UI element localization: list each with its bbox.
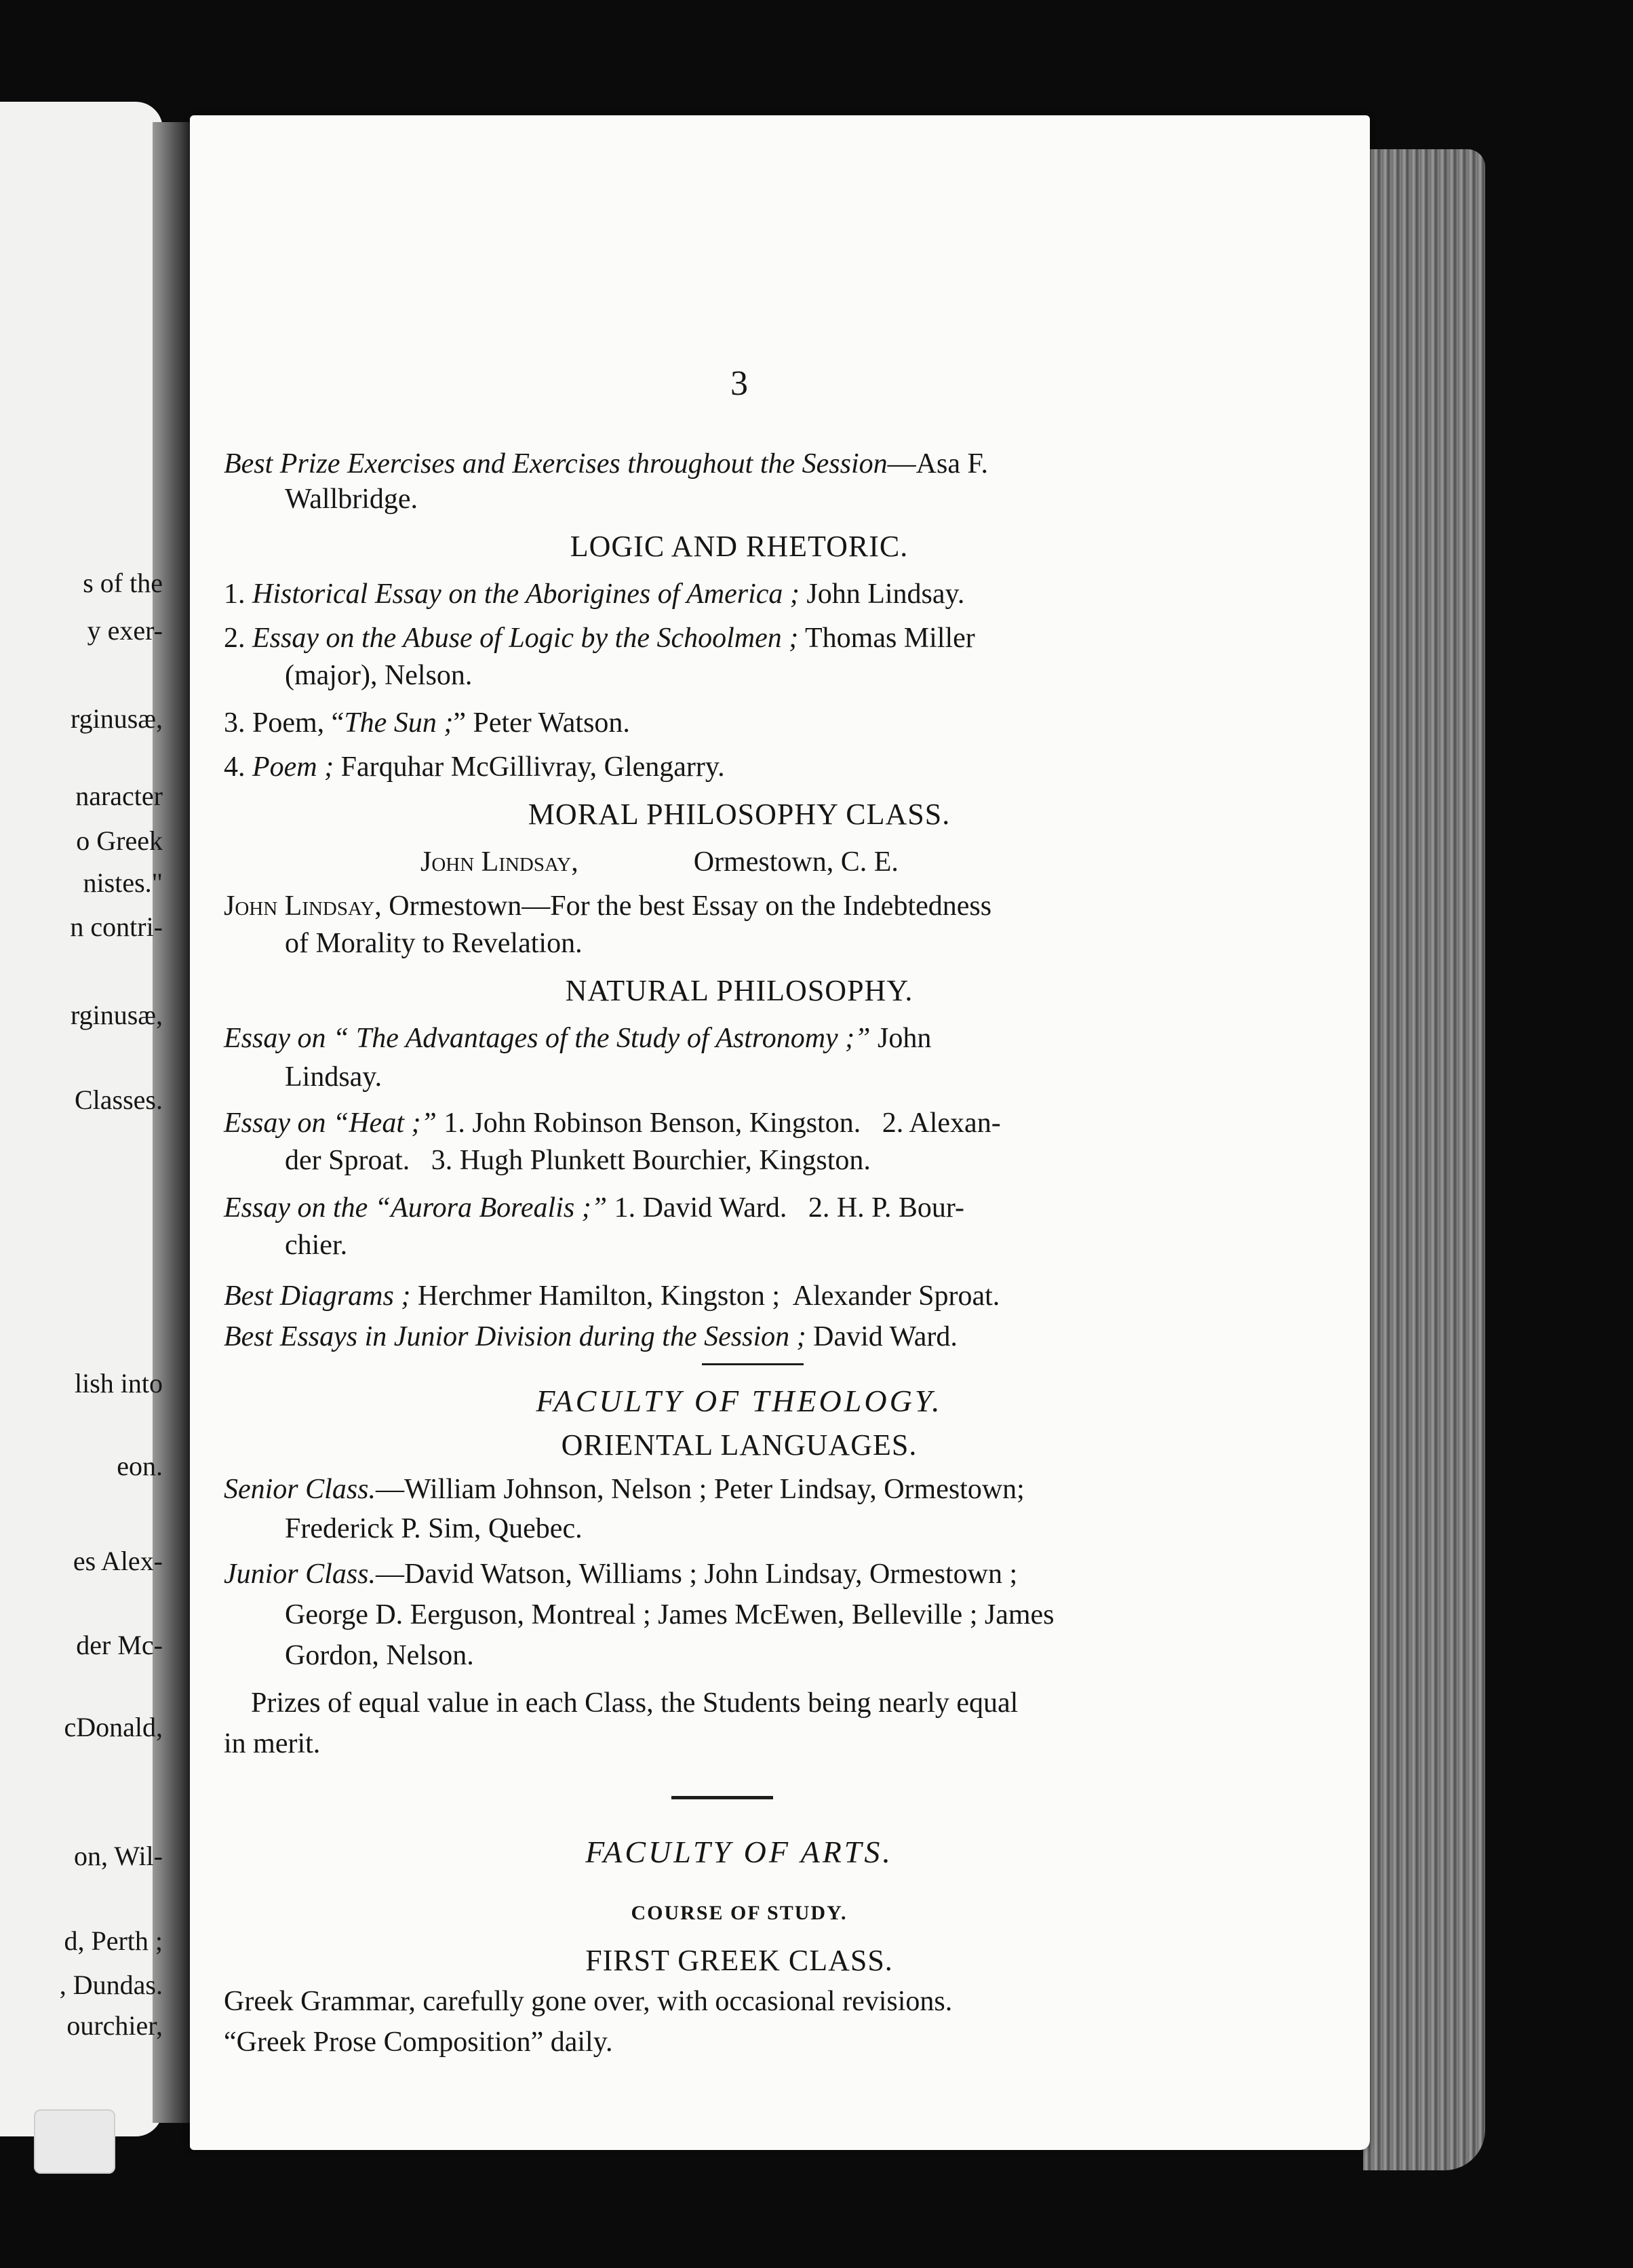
- left-fragment: rginusæ,: [71, 703, 163, 734]
- page-number: 3: [730, 364, 748, 403]
- left-fragment: y exer-: [87, 615, 163, 646]
- page-edges: [1363, 149, 1485, 2170]
- text-line: Greek Grammar, carefully gone over, with occasional revisions.: [224, 1986, 953, 2017]
- text-line: Frederick P. Sim, Quebec.: [285, 1513, 583, 1544]
- left-fragment: , Dundas.: [59, 1970, 163, 2000]
- section-heading-arts: FACULTY OF ARTS.: [585, 1835, 893, 1869]
- left-fragment: Classes.: [75, 1084, 163, 1115]
- left-fragment: o Greek: [76, 825, 163, 856]
- text-line: Best Diagrams ; Herchmer Hamilton, Kingston ; Alexander Sproat.: [224, 1280, 1000, 1312]
- text-line: 1. Historical Essay on the Aborigines of America ; John Lindsay.: [224, 579, 965, 610]
- text-line: Gordon, Nelson.: [285, 1640, 474, 1671]
- text-line: George D. Eerguson, Montreal ; James McEwen, Belleville ; James: [285, 1599, 1055, 1630]
- text-line: Senior Class.—William Johnson, Nelson ; Peter Lindsay, Ormestown;: [224, 1474, 1025, 1505]
- text-line: Essay on the “Aurora Borealis ;” 1. David Ward. 2. H. P. Bour-: [224, 1192, 965, 1224]
- left-page-text: [0, 0, 163, 2268]
- text-line: 3. Poem, “The Sun ;” Peter Watson.: [224, 707, 630, 739]
- left-fragment: n contri-: [70, 912, 163, 942]
- section-heading-moral: MORAL PHILOSOPHY CLASS.: [528, 798, 951, 831]
- text-line: der Sproat. 3. Hugh Plunkett Bourchier, Kingston.: [285, 1145, 871, 1176]
- text-line: chier.: [285, 1230, 348, 1261]
- text-line: Essay on “ The Advantages of the Study of Astronomy ;” John: [224, 1023, 932, 1054]
- text-line: Junior Class.—David Watson, Williams ; John Lindsay, Ormestown ;: [224, 1559, 1018, 1590]
- section-heading-oriental: ORIENTAL LANGUAGES.: [561, 1428, 918, 1462]
- section-rule: [702, 1363, 804, 1365]
- left-fragment: naracter: [75, 781, 163, 811]
- subheading-course: COURSE OF STUDY.: [631, 1902, 848, 1924]
- left-fragment: s of the: [83, 568, 163, 598]
- text-line: John Lindsay, Ormestown—For the best Essay on the Indebtedness: [224, 891, 992, 922]
- text-line: Lindsay.: [285, 1061, 382, 1093]
- left-fragment: der Mc-: [76, 1630, 163, 1660]
- text-line: John Lindsay, Ormestown, C. E.: [420, 846, 899, 878]
- left-fragment: nistes.": [83, 867, 163, 898]
- text-line: 4. Poem ; Farquhar McGillivray, Glengarry.: [224, 751, 725, 783]
- left-fragment: rginusæ,: [71, 1000, 163, 1030]
- left-fragment: cDonald,: [64, 1712, 163, 1742]
- left-fragment: d, Perth ;: [64, 1925, 163, 1956]
- left-fragment: ourchier,: [66, 2010, 163, 2041]
- text-line: (major), Nelson.: [285, 660, 473, 691]
- left-fragment: eon.: [117, 1451, 163, 1481]
- text-line: “Greek Prose Composition” daily.: [224, 2027, 613, 2058]
- text-line: Essay on “Heat ;” 1. John Robinson Benson, Kingston. 2. Alexan-: [224, 1108, 1001, 1139]
- section-heading-logic: LOGIC AND RHETORIC.: [570, 530, 909, 563]
- bookmark-tab: [34, 2109, 115, 2174]
- left-fragment: lish into: [74, 1368, 163, 1399]
- text-line: 2. Essay on the Abuse of Logic by the Schoolmen ; Thomas Miller: [224, 623, 975, 654]
- text-line: in merit.: [224, 1728, 321, 1759]
- left-fragment: es Alex-: [73, 1546, 163, 1576]
- section-heading-greek: FIRST GREEK CLASS.: [585, 1944, 893, 1977]
- left-fragment: on, Wil-: [74, 1841, 163, 1871]
- text-line: Best Essays in Junior Division during the Session ; David Ward.: [224, 1321, 958, 1352]
- section-heading-natural: NATURAL PHILOSOPHY.: [565, 974, 913, 1007]
- text-line: Prizes of equal value in each Class, the Students being nearly equal: [251, 1687, 1019, 1719]
- text-line: Best Prize Exercises and Exercises throughout the Session—Asa F.: [224, 448, 988, 480]
- text-line: Wallbridge.: [285, 484, 418, 515]
- section-heading-theology: FACULTY OF THEOLOGY.: [536, 1384, 943, 1418]
- text-line: of Morality to Revelation.: [285, 928, 583, 959]
- section-rule: [671, 1796, 773, 1799]
